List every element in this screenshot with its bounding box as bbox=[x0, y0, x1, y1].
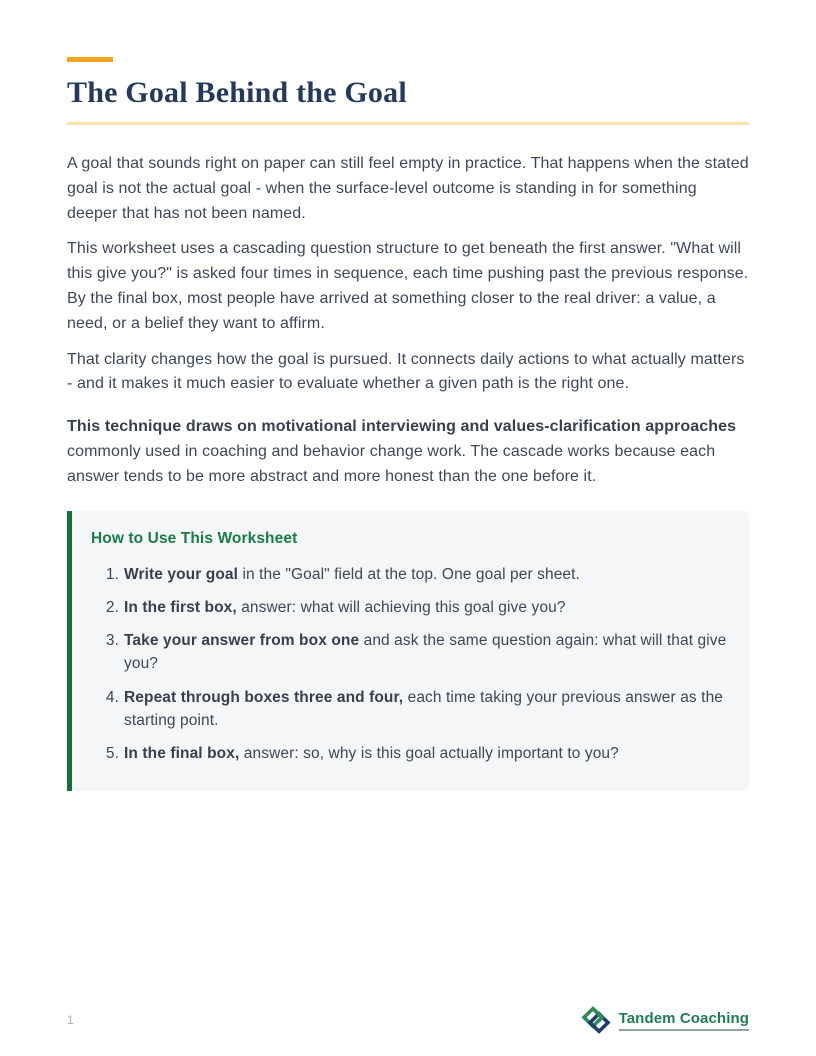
steps-list bbox=[91, 563, 727, 766]
intro-paragraph-3: That clarity changes how the goal is pursued. It connects daily actions to what actually matters - and it makes it much easier to evaluate whether a given path is the right one. bbox=[67, 350, 745, 393]
step-number: 3. bbox=[105, 632, 119, 650]
step-bold-lead: Take your answer from box one bbox=[124, 632, 360, 650]
step-number: 5. bbox=[105, 745, 119, 763]
technique-bold-lead: This technique draws on motivational interviewing and values-clarification approaches bbox=[67, 418, 737, 436]
step-item-3 bbox=[101, 629, 727, 676]
how-to-use-callout bbox=[67, 511, 749, 792]
step-rest: and ask the same question again: what will that give you? bbox=[124, 632, 727, 673]
step-text bbox=[124, 563, 727, 586]
tandem-interlocked-diamonds-icon bbox=[581, 1006, 611, 1034]
step-number: 2. bbox=[105, 598, 119, 616]
step-item-4 bbox=[101, 686, 727, 733]
step-number: 4. bbox=[105, 688, 119, 706]
step-bold-lead: In the final box, bbox=[124, 745, 240, 763]
step-rest: each time taking your previous answer as the starting point. bbox=[124, 688, 724, 729]
step-number: 1. bbox=[105, 565, 119, 583]
step-item-2 bbox=[101, 596, 727, 619]
page-number: 1 bbox=[67, 1013, 74, 1027]
page-footer bbox=[67, 1006, 749, 1034]
step-rest: in the "Goal" field at the top. One goal per sheet. bbox=[238, 565, 580, 583]
brand-logo[interactable] bbox=[581, 1006, 749, 1034]
step-rest: answer: so, why is this goal actually important to you? bbox=[239, 745, 619, 763]
step-item-5 bbox=[101, 742, 727, 765]
title-underline-rule bbox=[67, 122, 749, 125]
intro-paragraph-1: A goal that sounds right on paper can still feel empty in practice. That happens when the stated goal is not the actual goal - when the surface-level outcome is standing in for something deeper that has not been named. bbox=[67, 155, 749, 222]
step-text bbox=[124, 686, 727, 733]
step-bold-lead: In the first box, bbox=[124, 598, 237, 616]
step-bold-lead: Write your goal bbox=[124, 565, 239, 583]
step-rest: answer: what will achieving this goal give you? bbox=[236, 598, 566, 616]
step-text bbox=[124, 596, 727, 619]
page-title: The Goal Behind the Goal bbox=[67, 76, 407, 109]
technique-paragraph bbox=[67, 415, 749, 489]
step-bold-lead: Repeat through boxes three and four, bbox=[124, 688, 404, 706]
step-item-1 bbox=[101, 563, 727, 586]
step-text bbox=[124, 629, 727, 676]
callout-heading: How to Use This Worksheet bbox=[91, 529, 298, 547]
technique-paragraph-rest: commonly used in coaching and behavior change work. The cascade works because each answer tends to be more abstract and more honest than the one before it. bbox=[67, 442, 716, 485]
step-text bbox=[124, 742, 727, 765]
brand-name: Tandem Coaching bbox=[619, 1010, 749, 1031]
title-accent-bar bbox=[67, 57, 113, 62]
intro-paragraph-2: This worksheet uses a cascading question structure to get beneath the first answer. "What will this give you?" is asked four times in sequence, each time pushing past the previous response. By the final box, most people have arrived at something closer to the real driver: a value, a need, or a belief they want to affirm. bbox=[67, 240, 749, 332]
